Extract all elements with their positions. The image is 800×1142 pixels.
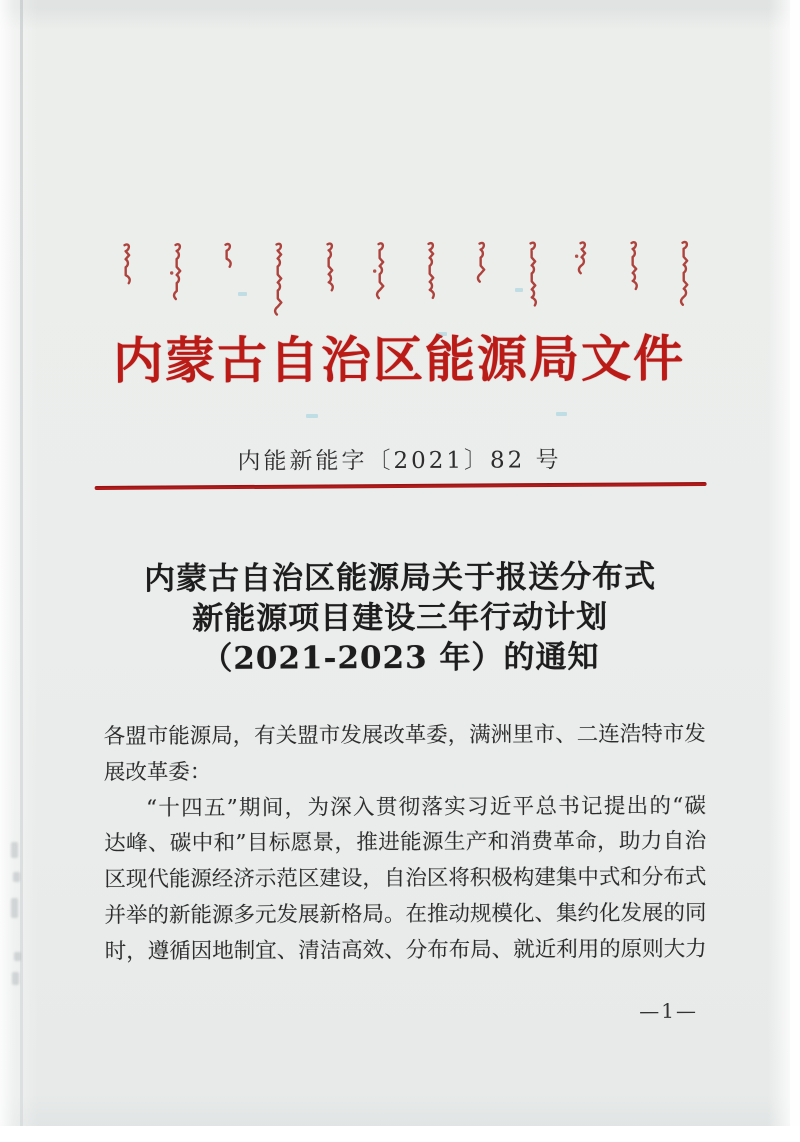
red-separator-rule (95, 482, 707, 490)
scan-edge-right (790, 0, 800, 1140)
mongolian-glyph (218, 241, 234, 276)
mongolian-glyph (522, 239, 538, 313)
body-line: 时，遵循因地制宜、清洁高效、分布布局、就近利用的原则大力 (104, 936, 707, 965)
mongolian-glyph (624, 239, 640, 300)
body-line: 各盟市能源局，有关盟市发展改革委，满洲里市、二连浩特市发 (103, 721, 706, 750)
notice-title-line: 新能源项目建设三年行动计划 (192, 599, 609, 637)
body-line: 展改革委： (103, 759, 212, 786)
body-line: 区现代能源经济示范区建设，自治区将积极构建集中式和分布式 (104, 864, 707, 893)
body-text (104, 717, 707, 970)
body-line: 达峰、碳中和”目标愿景，推进能源生产和消费革命，助力自治 (104, 829, 707, 857)
mongolian-glyph (167, 241, 183, 311)
mongolian-glyph (421, 240, 437, 307)
mongolian-glyph (472, 240, 488, 290)
mongolian-glyph (319, 240, 335, 299)
agency-headline: 内蒙古自治区能源局文件 (112, 328, 686, 391)
mongolian-glyph (269, 240, 285, 322)
notice-title (0, 556, 800, 679)
mongolian-glyph (573, 239, 589, 281)
mongolian-glyph (370, 240, 386, 309)
mongolian-glyph (117, 241, 133, 295)
page-number: —1— (639, 998, 698, 1023)
mongolian-glyph (674, 239, 690, 316)
mongolian-script-icon (117, 239, 691, 320)
document-number: 内能新能字〔2021〕82 号 (237, 447, 562, 475)
notice-title-line: （2021-2023 年）的通知 (201, 639, 600, 677)
scan-edge-bottom (0, 1126, 800, 1140)
body-line: 并举的新能源多元发展新格局。在推动规模化、集约化发展的同 (104, 900, 707, 929)
body-line: “十四五”期间，为深入贯彻落实习近平总书记提出的“碳 (145, 793, 707, 821)
notice-title-line: 内蒙古自治区能源局关于报送分布式 (143, 558, 657, 598)
